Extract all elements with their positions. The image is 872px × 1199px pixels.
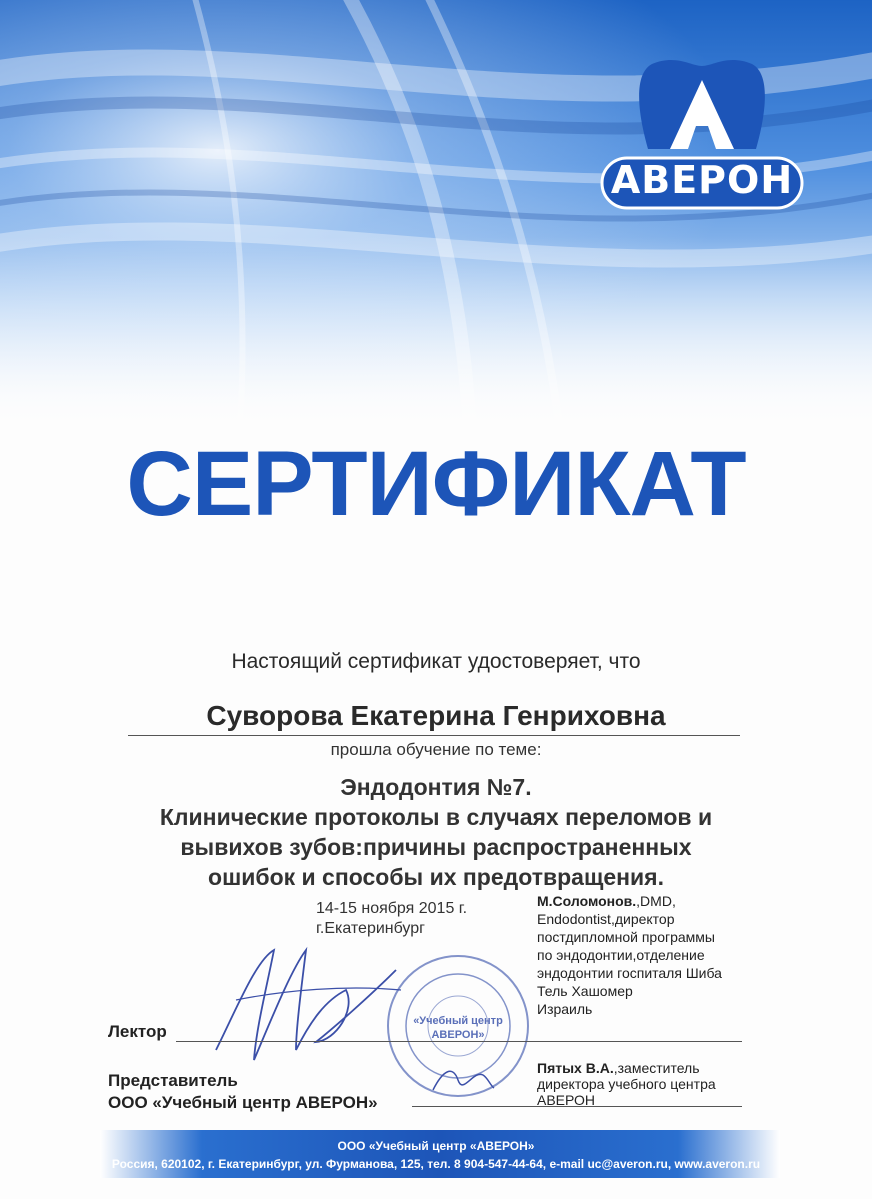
representative-info bbox=[537, 1060, 716, 1108]
lector-info-line: Израиль bbox=[537, 1001, 593, 1017]
representative-name: Пятых В.А. bbox=[537, 1060, 614, 1076]
lector-suffix: ,DMD, bbox=[636, 893, 676, 909]
topic-line: Клинические протоколы в случаях переломов и bbox=[159, 804, 713, 830]
stamp-text-line1: «Учебный центр bbox=[413, 1015, 503, 1027]
lector-label: Лектор bbox=[108, 1022, 167, 1041]
name-underline bbox=[128, 735, 740, 736]
course-city: г.Екатеринбург bbox=[316, 920, 425, 937]
topic-line: вывихов зубов:причины распространенных bbox=[180, 834, 692, 860]
lector-info-line: эндодонтии госпиталя Шиба bbox=[537, 965, 722, 981]
footer-company: ООО «Учебный центр «АВЕРОН» bbox=[337, 1139, 535, 1153]
lector-name: М.Соломонов. bbox=[537, 893, 637, 909]
intro-text: Настоящий сертификат удостоверяет, что bbox=[231, 650, 641, 673]
lector-info-line: по эндодонтии,отделение bbox=[537, 947, 705, 963]
representative-info-line: АВЕРОН bbox=[537, 1092, 596, 1108]
signature-icon bbox=[428, 1060, 498, 1100]
representative-label-line: Представитель bbox=[108, 1071, 238, 1090]
logo-text: АВЕРОН bbox=[610, 158, 794, 202]
lector-info-line bbox=[537, 892, 722, 910]
averon-logo bbox=[596, 54, 808, 214]
signature-icon bbox=[196, 930, 406, 1070]
representative-signature bbox=[428, 1060, 498, 1100]
representative-info-line bbox=[537, 1060, 716, 1076]
lector-signature bbox=[196, 930, 406, 1070]
stamp-text-line2: АВЕРОН» bbox=[431, 1029, 485, 1041]
lector-info-line: Тель Хашомер bbox=[537, 983, 633, 999]
course-intro-text: прошла обучение по теме: bbox=[330, 740, 542, 759]
topic-line: ошибок и способы их предотвращения. bbox=[208, 864, 664, 890]
representative-label-line: ООО «Учебный центр АВЕРОН» bbox=[108, 1093, 378, 1112]
lector-info-line: Endodontist,директор bbox=[537, 911, 675, 927]
representative-suffix: ,заместитель bbox=[613, 1060, 700, 1076]
lector-info bbox=[537, 892, 722, 1018]
topic-line: Эндодонтия №7. bbox=[340, 774, 532, 800]
representative-label bbox=[108, 1070, 378, 1114]
certificate-title: СЕРТИФИКАТ bbox=[126, 433, 746, 535]
course-topic bbox=[0, 772, 872, 892]
lector-signature-line bbox=[176, 1041, 742, 1042]
representative-info-line: директора учебного центра bbox=[537, 1076, 716, 1092]
lector-info-line: постдипломной программы bbox=[537, 929, 715, 945]
footer-contacts: Россия, 620102, г. Екатеринбург, ул. Фурманова, 125, тел. 8 904-547-44-64, e-mail uc@averon.ru, www.averon.ru bbox=[111, 1157, 761, 1171]
course-date: 14-15 ноября 2015 г. bbox=[316, 900, 468, 917]
recipient-name: Суворова Екатерина Генриховна bbox=[206, 700, 666, 731]
